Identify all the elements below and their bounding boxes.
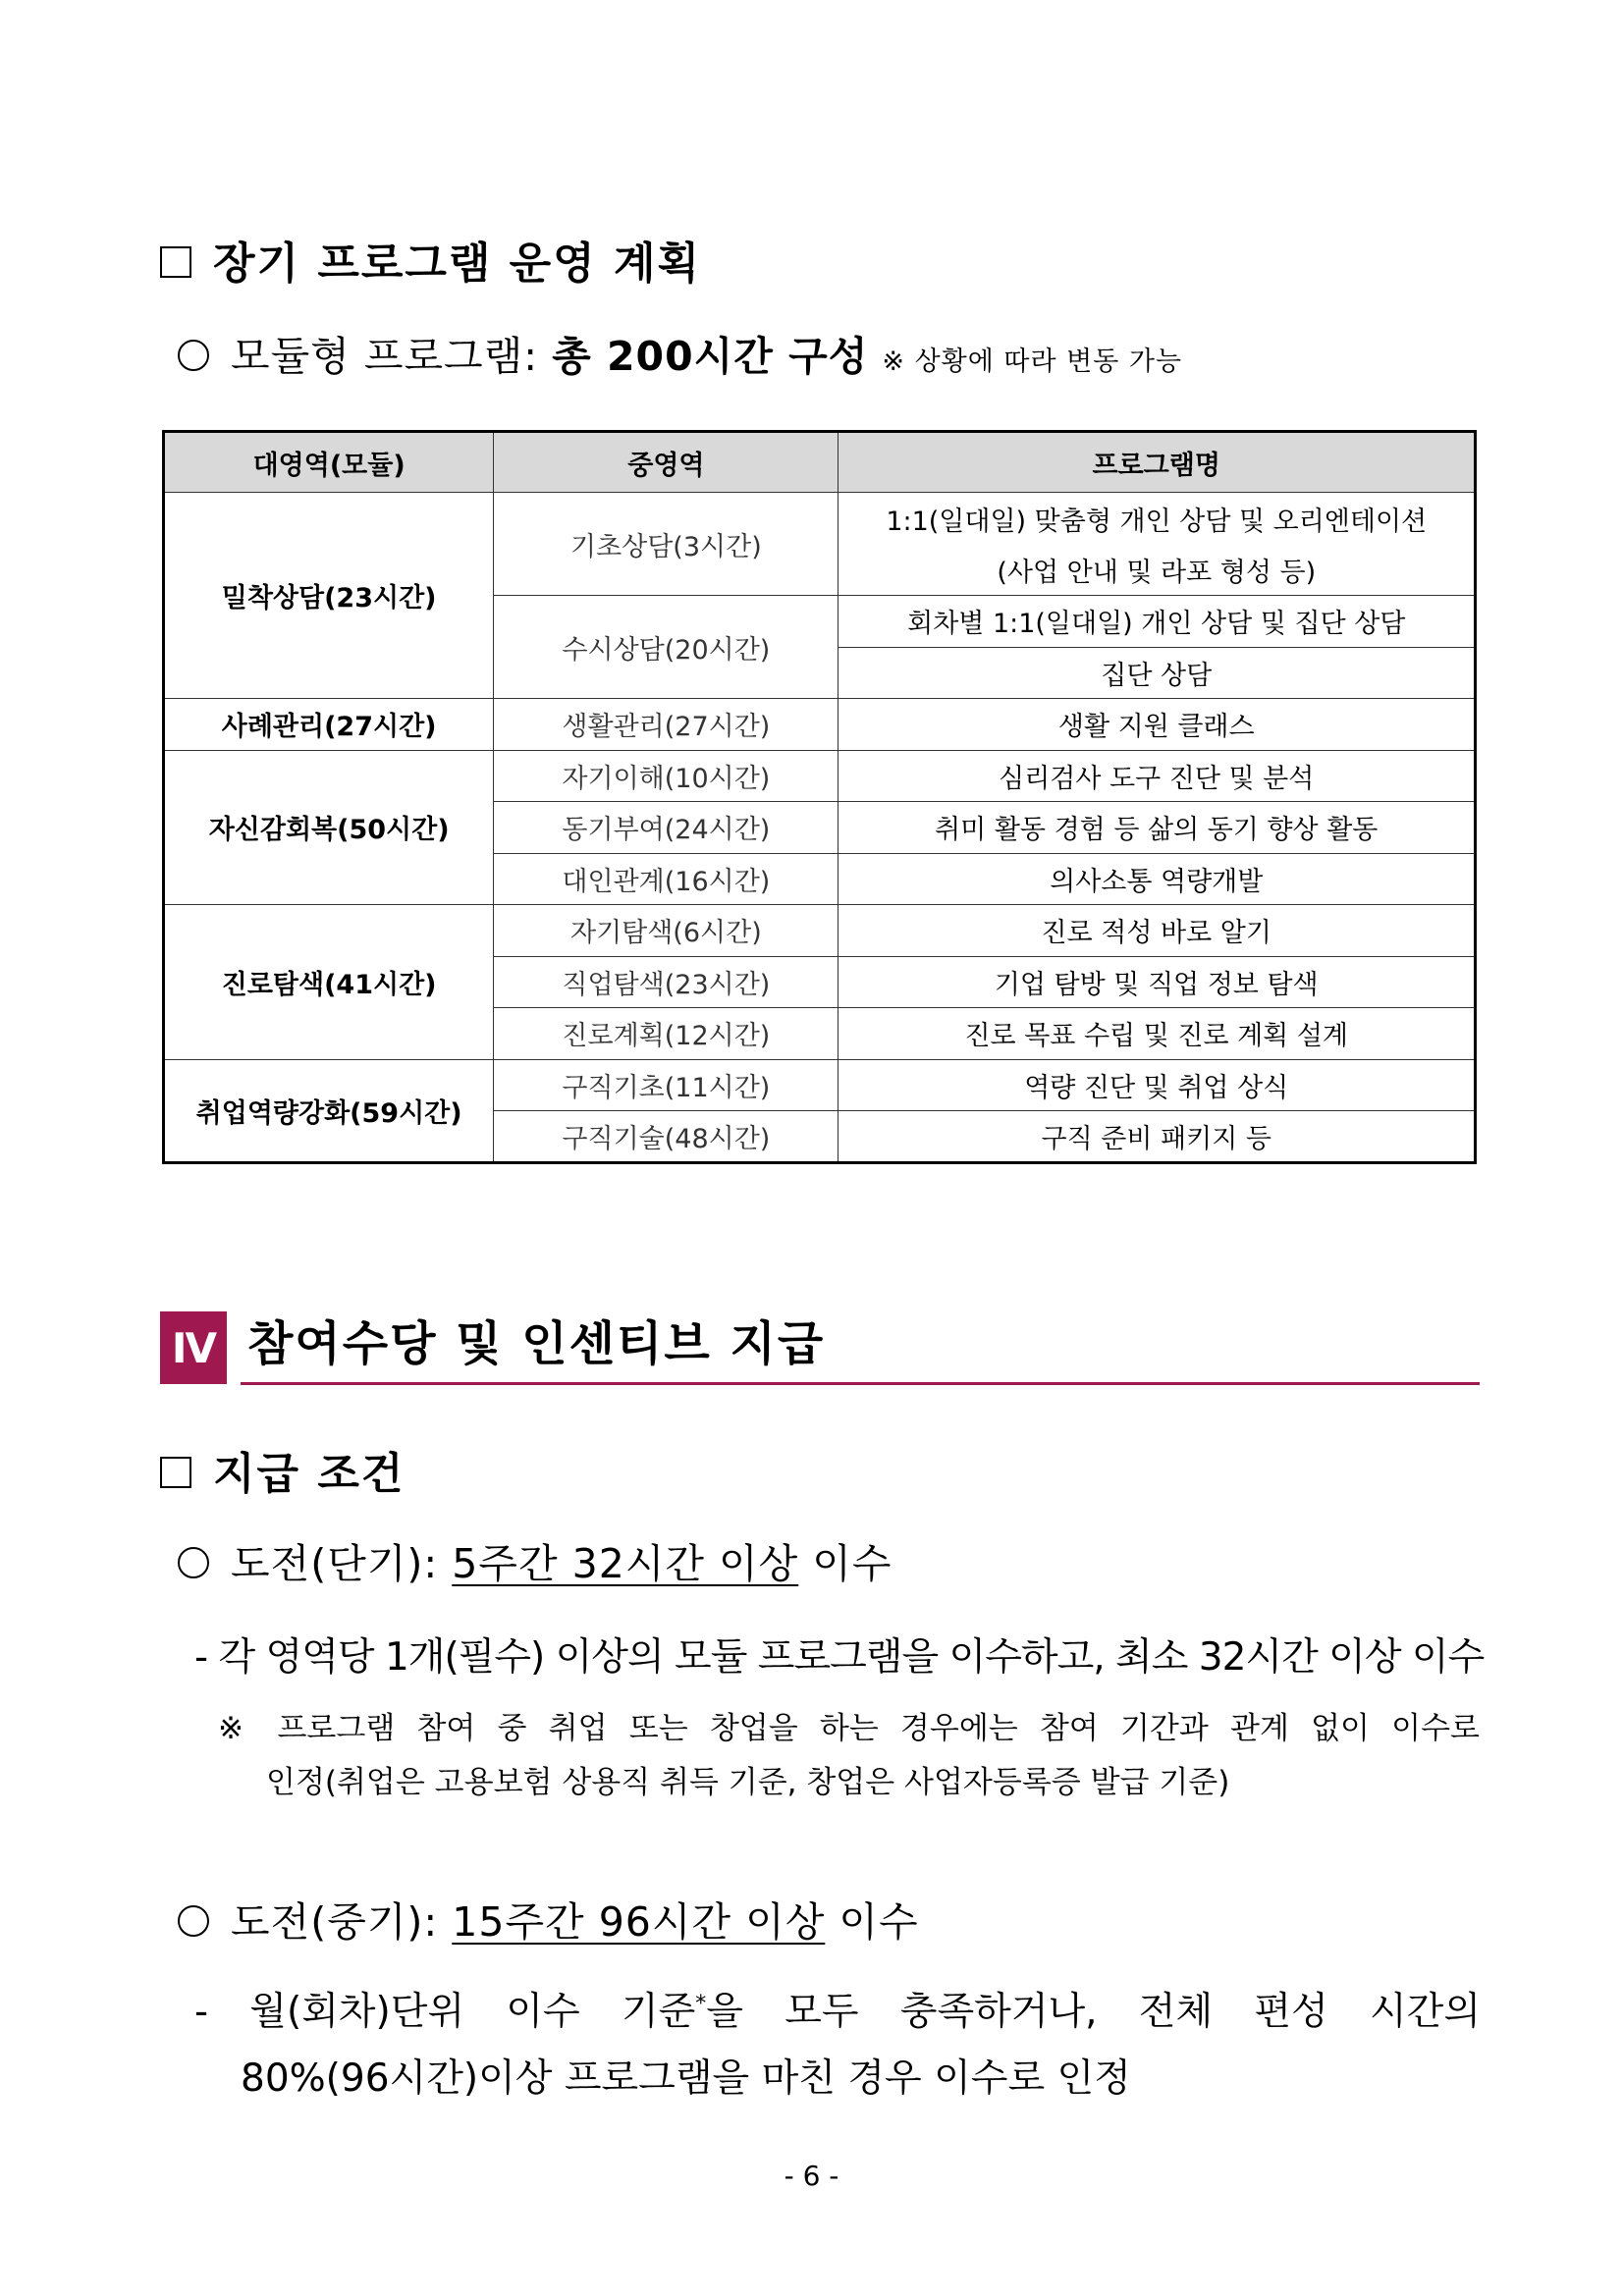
program-cell: 역량 진단 및 취업 상식: [839, 1059, 1476, 1111]
short-term-detail: - 각 영역당 1개(필수) 이상의 모듈 프로그램을 이수하고, 최소 32시간 이상 이수: [194, 1635, 1485, 1680]
mid-cell: 기초상담(3시간): [494, 493, 839, 596]
program-cell: 기업 탐방 및 직업 정보 탐색: [839, 956, 1476, 1008]
square-bullet-icon: [160, 246, 191, 278]
mid-cell: 진로계획(12시간): [494, 1008, 839, 1060]
square-bullet-icon: [160, 1457, 191, 1488]
mid-cell: 자기탐색(6시간): [494, 905, 839, 957]
mid-term-detail: - 월(회차)단위 이수 기준*을 모두 충족하거나, 전체 편성 시간의 80%(96시간)이상 프로그램을 마친 경우 이수로 인정: [194, 1990, 1481, 2101]
section-number-badge: Ⅳ: [160, 1311, 227, 1384]
section-heading-program-plan: 장기 프로그램 운영 계획: [160, 228, 701, 291]
table-row: [164, 699, 1476, 751]
table-row: [164, 1059, 1476, 1111]
program-table: [162, 430, 1477, 1164]
col-header-major: 대영역(모듈): [164, 432, 494, 493]
section-heading-payment-conditions: 지급 조건: [160, 1438, 405, 1501]
mid-cell: 대인관계(16시간): [494, 853, 839, 905]
major-cell: 밀착상담(23시간): [164, 493, 494, 699]
program-cell: 진로 적성 바로 알기: [839, 905, 1476, 957]
mid-cell: 직업탐색(23시간): [494, 956, 839, 1008]
mid-cell: 구직기초(11시간): [494, 1059, 839, 1111]
program-cell: 의사소통 역량개발: [839, 853, 1476, 905]
program-cell: 취미 활동 경험 등 삶의 동기 향상 활동: [839, 802, 1476, 854]
major-cell: 진로탐색(41시간): [164, 905, 494, 1060]
short-term-condition: 도전(단기): 5주간 32시간 이상 이수: [178, 1531, 893, 1589]
section-divider: [241, 1382, 1480, 1385]
page-number: - 6 -: [784, 2160, 839, 2192]
table-row: [164, 905, 1476, 957]
program-cell: 회차별 1:1(일대일) 개인 상담 및 집단 상담: [839, 596, 1476, 648]
program-cell: 생활 지원 클래스: [839, 699, 1476, 751]
col-header-mid: 중영역: [494, 432, 839, 493]
program-cell: 구직 준비 패키지 등: [839, 1111, 1476, 1163]
variation-note: ※ 상황에 따라 변동 가능: [882, 347, 1183, 377]
major-cell: 자신감회복(50시간): [164, 750, 494, 905]
major-cell: 사례관리(27시간): [164, 699, 494, 751]
program-cell: (사업 안내 및 라포 형성 등): [839, 544, 1476, 596]
total-hours: 총 200시간 구성: [552, 333, 869, 380]
section-title: 참여수당 및 인센티브 지급: [247, 1316, 826, 1371]
program-cell: 1:1(일대일) 맞춤형 개인 상담 및 오리엔테이션: [839, 493, 1476, 545]
table-row: [164, 493, 1476, 545]
circle-bullet-icon: [178, 1905, 209, 1937]
mid-term-requirement: 15주간 96시간 이상: [452, 1898, 826, 1946]
mid-cell: 생활관리(27시간): [494, 699, 839, 751]
short-term-requirement: 5주간 32시간 이상: [452, 1540, 799, 1587]
table-header-row: [164, 432, 1476, 493]
program-cell: 집단 상담: [839, 647, 1476, 699]
circle-bullet-icon: [178, 1547, 209, 1578]
program-cell: 진로 목표 수립 및 진로 계획 설계: [839, 1008, 1476, 1060]
short-term-note: ※ 프로그램 참여 중 취업 또는 창업을 하는 경우에는 참여 기간과 관계 없이 이수로 인정(취업은 고용보험 상용직 취득 기준, 창업은 사업자등록증 발급 기준): [218, 1711, 1480, 1800]
program-cell: 심리검사 도구 진단 및 분석: [839, 750, 1476, 802]
mid-cell: 구직기술(48시간): [494, 1111, 839, 1163]
circle-bullet-icon: [178, 340, 209, 371]
module-program-line: 모듈형 프로그램: 총 200시간 구성 ※ 상황에 따라 변동 가능: [178, 324, 1182, 382]
mid-term-condition: 도전(중기): 15주간 96시간 이상 이수: [178, 1890, 919, 1948]
major-cell: 취업역량강화(59시간): [164, 1059, 494, 1162]
col-header-program: 프로그램명: [839, 432, 1476, 493]
mid-cell: 동기부여(24시간): [494, 802, 839, 854]
mid-cell: 자기이해(10시간): [494, 750, 839, 802]
table-row: [164, 750, 1476, 802]
mid-cell: 수시상담(20시간): [494, 596, 839, 699]
